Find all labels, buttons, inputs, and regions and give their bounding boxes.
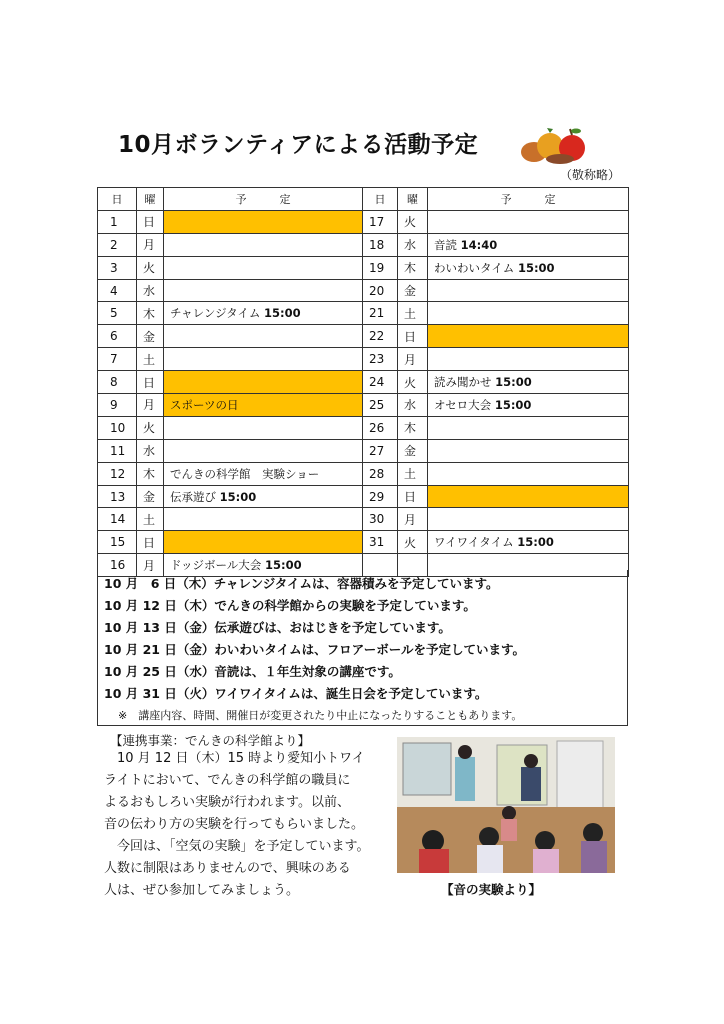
event-text: ドッジボール大会 (170, 558, 262, 573)
event-cell (428, 233, 629, 256)
note-line: 10 月 13 日（金）伝承遊びは、おはじきを予定しています。 (104, 620, 451, 635)
event-cell (428, 485, 629, 508)
weekday: 木 (398, 256, 428, 279)
day-number: 31 (363, 531, 398, 554)
weekday: 木 (398, 416, 428, 439)
weekday: 月 (137, 554, 164, 577)
col-header-weekday: 曜 (398, 188, 428, 211)
table-row (98, 371, 629, 394)
day-number: 25 (363, 394, 398, 417)
day-number: 30 (363, 508, 398, 531)
day-number: 1 (98, 210, 137, 233)
weekday: 火 (398, 531, 428, 554)
honorific-note: （敬称略） (560, 168, 621, 182)
table-row (98, 210, 629, 233)
fruit-illustration-icon (520, 126, 590, 164)
experiment-photo (397, 737, 615, 873)
day-number: 11 (98, 439, 137, 462)
event-time: 15:00 (517, 535, 554, 550)
day-number: 4 (98, 279, 137, 302)
event-cell (164, 462, 363, 485)
event-time: 15:00 (264, 558, 302, 573)
event-text: わいわいタイム (434, 260, 515, 275)
event-cell (164, 233, 363, 256)
table-row (98, 325, 629, 348)
event-text: 読み聞かせ (434, 375, 492, 390)
weekday: 木 (137, 462, 164, 485)
col-header-plan: 予 定 (428, 188, 629, 211)
table-row (98, 462, 629, 485)
day-number: 7 (98, 348, 137, 371)
day-number: 20 (363, 279, 398, 302)
event-cell (164, 256, 363, 279)
weekday: 木 (137, 302, 164, 325)
event-cell (428, 371, 629, 394)
event-text: ワイワイタイム (434, 535, 514, 550)
table-row (98, 508, 629, 531)
event-cell (428, 531, 629, 554)
day-number: 9 (98, 394, 137, 417)
article-line: 人は、ぜひ参加してみましょう。 (104, 883, 300, 898)
note-line: 10 月 12 日（木）でんきの科学館からの実験を予定しています。 (104, 598, 476, 613)
day-number: 12 (98, 462, 137, 485)
weekday: 水 (398, 394, 428, 417)
event-time: 15:00 (264, 306, 301, 321)
weekday: 月 (137, 233, 164, 256)
event-text: オセロ大会 (434, 397, 492, 412)
note-line: 10 月 6 日（木）チャレンジタイムは、容器積みを予定しています。 (104, 576, 499, 591)
table-row (98, 439, 629, 462)
weekday: 火 (398, 371, 428, 394)
event-cell (428, 279, 629, 302)
weekday: 火 (137, 256, 164, 279)
col-header-day: 日 (98, 188, 137, 211)
event-cell (428, 508, 629, 531)
table-row (98, 233, 629, 256)
day-number: 17 (363, 210, 398, 233)
event-time: 14:40 (460, 237, 498, 252)
event-cell (428, 210, 629, 233)
col-header-plan: 予 定 (164, 188, 363, 211)
note-line: 10 月 21 日（金）わいわいタイムは、フロアーボールを予定しています。 (104, 642, 525, 657)
weekday: 水 (137, 439, 164, 462)
article-heading: 【連携事業：でんきの科学館より】 (110, 733, 311, 748)
event-cell (428, 394, 629, 417)
weekday: 金 (137, 485, 164, 508)
event-time: 15:00 (494, 397, 532, 412)
article-line: ライトにおいて、でんきの科学館の職員に (104, 773, 351, 788)
day-number: 27 (363, 439, 398, 462)
day-number: 6 (98, 325, 137, 348)
day-number: 21 (363, 302, 398, 325)
event-cell (164, 371, 363, 394)
event-cell (428, 256, 629, 279)
note-line: 10 月 25 日（水）音読は、１年生対象の講座です。 (104, 664, 401, 679)
event-cell (164, 348, 363, 371)
table-row (98, 256, 629, 279)
event-cell (164, 302, 363, 325)
weekday: 火 (137, 416, 164, 439)
event-cell (164, 279, 363, 302)
event-text: でんきの科学館 実験ショー (170, 466, 320, 481)
event-time: 15:00 (495, 375, 532, 390)
event-cell (164, 325, 363, 348)
day-number: 8 (98, 371, 137, 394)
event-text: チャレンジタイム (170, 306, 261, 321)
weekday: 日 (137, 210, 164, 233)
weekday: 日 (398, 325, 428, 348)
day-number: 13 (98, 485, 137, 508)
event-cell (164, 416, 363, 439)
table-row (98, 394, 629, 417)
table-row (98, 531, 629, 554)
article-line: 10 月 12 日（木）15 時より愛知小トワイ (104, 751, 365, 766)
weekday: 日 (137, 371, 164, 394)
weekday: 土 (398, 302, 428, 325)
weekday: 日 (137, 531, 164, 554)
event-text: 音読 (434, 237, 457, 252)
event-cell (428, 348, 629, 371)
day-number: 19 (363, 256, 398, 279)
weekday: 月 (398, 508, 428, 531)
article-line: 人数に制限はありませんので、興味のある (104, 861, 351, 876)
weekday: 金 (398, 279, 428, 302)
day-number: 26 (363, 416, 398, 439)
event-time: 15:00 (517, 260, 555, 275)
event-cell (164, 508, 363, 531)
weekday: 土 (137, 508, 164, 531)
page-title: 10月ボランティアによる活動予定 (118, 132, 479, 158)
day-number: 2 (98, 233, 137, 256)
day-number: 24 (363, 371, 398, 394)
day-number: 14 (98, 508, 137, 531)
day-number: 5 (98, 302, 137, 325)
event-cell (164, 394, 363, 417)
day-number: 23 (363, 348, 398, 371)
weekday: 水 (137, 279, 164, 302)
weekday: 金 (137, 325, 164, 348)
notes-box (97, 570, 628, 726)
event-cell (164, 210, 363, 233)
event-cell (164, 531, 363, 554)
event-text: スポーツの日 (170, 397, 239, 412)
weekday: 金 (398, 439, 428, 462)
table-header-row (98, 188, 629, 211)
event-cell (428, 325, 629, 348)
weekday: 日 (398, 485, 428, 508)
day-number: 29 (363, 485, 398, 508)
weekday: 土 (398, 462, 428, 485)
day-number: 10 (98, 416, 137, 439)
event-time: 15:00 (219, 489, 257, 504)
note-line: 10 月 31 日（火）ワイワイタイムは、誕生日会を予定しています。 (104, 686, 488, 701)
article-line: よるおもしろい実験が行われます。以前、 (104, 795, 350, 810)
event-cell (428, 416, 629, 439)
event-text: 伝承遊び (170, 489, 216, 504)
article-line: 音の伝わり方の実験を行ってもらいました。 (104, 817, 365, 832)
event-cell (164, 485, 363, 508)
table-row (98, 348, 629, 371)
col-header-day: 日 (363, 188, 398, 211)
table-row (98, 416, 629, 439)
day-number: 15 (98, 531, 137, 554)
table-row (98, 279, 629, 302)
event-cell (428, 462, 629, 485)
day-number: 22 (363, 325, 398, 348)
event-cell (428, 302, 629, 325)
col-header-weekday: 曜 (137, 188, 164, 211)
schedule-table (97, 187, 629, 577)
table-row (98, 302, 629, 325)
weekday: 火 (398, 210, 428, 233)
table-row (98, 485, 629, 508)
day-number: 28 (363, 462, 398, 485)
weekday: 土 (137, 348, 164, 371)
caution-note: ※ 講座内容、時間、開催日が変更されたり中止になったりすることもあります。 (118, 709, 523, 722)
weekday: 水 (398, 233, 428, 256)
day-number: 16 (98, 554, 137, 577)
article-line: 今回は、「空気の実験」を予定しています。 (104, 839, 370, 854)
day-number: 3 (98, 256, 137, 279)
weekday: 月 (137, 394, 164, 417)
photo-caption: 【音の実験より】 (441, 882, 542, 897)
weekday: 月 (398, 348, 428, 371)
event-cell (164, 439, 363, 462)
event-cell (428, 439, 629, 462)
day-number: 18 (363, 233, 398, 256)
